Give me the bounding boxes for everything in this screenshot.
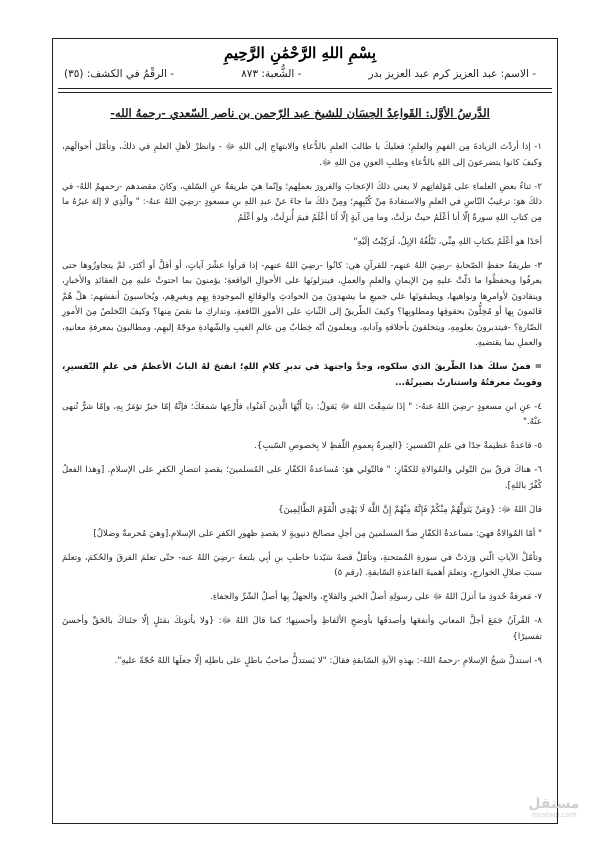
basmala-calligraphy: بِسْمِ اللهِ الرَّحْمَٰنِ الرَّحِيمِ — [223, 44, 377, 62]
paragraph-1: ١- إذا أردْتَ الزيادةَ مِن الفهمِ والعلمِ؛ فعليكَ يا طالبَ العلمِ بالدُّعاءِ والابتهاجِ إلى اللهِ ﷻ - وانظرْ لأهلِ العلمِ في ذلكَ، وتأمّل أحوالَهم، وكيفَ كانوا يتضرعونَ إلى اللهِ بالدُّعاءِ وطلبِ العونِ مِنَ اللهِ ﷻ. — [62, 142, 542, 168]
paragraph-6-reflection: وتأمّلْ الآياتِ الّتي وَرَدَتْ في سورةِ المُمتحنةِ، وتأمّلْ قصةَ سَيّدنا حاطبِ بنِ أبِي بلتعةَ -رضِيَ اللهُ عنه- حتّى تعلمَ الفرقَ والحُكمَ، وتعلمَ سببَ ضلالِ الخوارجِ، وتعلمَ أهميةَ القاعدةِ السّابقةِ. (رقم ٥) — [62, 552, 542, 578]
header-divider-bottom — [58, 92, 552, 93]
paragraph-6: ٦- هناكَ فرقٌ بينَ التّولي والمُوالاةِ للكفّارِ: " فالتّولي هوَ: مُساعدةُ الكفّارِ على المُسلمينَ؛ بقصدِ انتصارِ الكفرِ على الإسلامِ. [وهذا الفعلُ كُفْرٌ باللهِ]. — [62, 465, 542, 491]
roll-number: - الرقْمُ في الكشف: (٣٥) — [64, 68, 175, 80]
paragraph-conclusion: = فمنْ سلكَ هذا الطّريقَ الذي سلكوه، وجدَّ واجتهدَ في تدبرِ كلامِ اللهِ؛ انفتحَ لهُ البابُ الأعظمُ في علمِ التّفسيرِ، وقويتْ معرفتُهُ واستنارتْ بصيرتُهُ... — [62, 362, 542, 388]
lesson-title: الدَّرسُ الأوَّل: القَواعِدُ الحِسَان للشيخِ عبد الرّحمن بن ناصر السّعدي -رحمهُ الله- — [110, 106, 490, 120]
paragraph-2: ٢- ثناءُ بعضِ العلماءِ على مُؤلفاتِهم لا يعني ذلكَ الإعجابَ والغرورَ بعملِهم؛ وإنّما هيَ طريقةٌ عنِ السّلفِ، وكانَ مقصدهم -رحمهمُ اللهُ- في ذلكَ هوَ: ترغيبُ النّاسِ في العلمِ والاستفادةَ مِنْ كُتُبِهِم؛ ومِنْ ذلكَ ما جاءَ عنْ عبدِ اللهِ بنِ مسعودٍ -رضِيَ اللهُ عنهُ-: " والّذِي لا إلهَ غيرُهُ ما مِن كتابِ اللهِ سورةٌ إلّا أنا أعْلَمُ حيثُ نزلَتْ، وما مِن آيةٍ إلّا أنَا أعْلَمُ فيمَ أُنزِلَتْ، ولو أعْلَمُ — [62, 181, 542, 223]
mostaql-watermark — [509, 796, 599, 819]
paragraph-7: ٧- مَعرفةُ حُدودِ ما أنزلَ اللهُ ﷻ على رسولِهِ أصلُ الخيرِ والفلاحِ، والجهلُ بِها أصلُ الشّرِّ والجفاءِ. — [210, 592, 542, 602]
paragraph-9: ٩- استدلَّ شيخُ الإسلامِ -رحمهُ اللهُ-: بهذهِ الآيةِ السّابقةِ فقالَ: "لا يَستدلُّ صاحبُ باطلٍ على باطلِه إلّا جعلَها اللهُ حُجّةً عليهِ". — [114, 655, 542, 666]
section-number: - الشُّعبة: ٨٧٣ — [241, 68, 302, 80]
paragraph-8: ٨- القُرآنُ جَمَعَ أجلَّ المعاني وأنفعَها وأصدقَها بأوضحِ الألفاظِ وأحسنِها؛ كما قالَ اللهُ ﷻ: {ولا يأتونكَ بمَثلٍ إلّا جئناكَ بالحَقِّ وأحسنَ تفسيرًا} — [62, 616, 542, 642]
student-info-row — [64, 68, 536, 80]
paragraph-4: ٤- عنِ ابنِ مسعودٍ -رضِيَ اللهُ عنهُ-: " إذَا سَمِعْتَ اللهَ ﷻ يَقولُ: ﴿يَا أَيُّهَا الَّذِينَ آمَنُوا﴾ فأَرْعِها سَمعَكَ؛ فإنَّهُ إمّا خيرٌ تؤمَرُ بِهِ، وإمّا شرٌّ تُنهى عنْهُ." — [62, 401, 542, 427]
paragraph-6-muwalah: " أمّا المُوالاةُ فهيَ: مساعدةُ الكفّارِ ضدَّ المسلمينَ مِن أجلِ مصالحَ دنيويةٍ لا بقصدِ ظهورِ الكفرِ على الإسلامِ.[وهيَ مُحرمةٌ وضلالٌ] — [93, 528, 542, 539]
paragraph-2-continued: أحَدًا هو أعْلَمُ بكتابِ اللهِ مِنِّي، تَبْلُغُهُ الإبِلُ، لَرَكِبْتُ إلَيْهِ" — [353, 236, 542, 247]
paragraph-3: ٣- طريقةُ حفظِ الصّحابةِ -رضِيَ اللهُ عنهم- للقرآنِ هي: كانُوا -رضِيَ اللهُ عنهم- إذا قرأوا عشْرَ آياتٍ، أو أقلَّ أو أكثرَ، لمْ يتجاوزُوها حتى يعرفُوا ويحفظُوا ما دَلّتْ عليهِ مِنَ الإيمانِ والعلمِ والعملِ، فينزلونَها على الأحوالِ الواقعةِ؛ يؤمنونَ بما احتوتْ عليهِ مِنَ العقائدِ والأخبارِ، وينقادونَ لأوامرِها ونواهيها، ويطبقونَها على جميعِ ما يشهدونَ مِنَ الحوادثِ والوقائعِ الموجودةِ بِهِم وبغيرِهِم، ويُحاسبونَ أنفسَهم: هلْ هُمْ قائمونَ بِها أو مُخِلُّونَ بحقوقِها ومطلوبِها؟ وكيفَ الطّريقُ إلى الثّباتِ على الأمورِ النّافعةِ، وتداركِ ما نقصَ مِنها؟ وكيفَ التّخلصُ مِنَ الأمورِ الضّارةِ؟ -فيتدبرونَ بعلومِهِ، ويتخلقونَ بأخلاقهِ وآدابهِ، ويعلمونَ أنّه خِطابٌ مِن عالمِ الغيبِ والشّهادةِ موجّهٌ إليهِم، ومطالبونَ بمعرفةِ معانيهِ، والعملِ بما يقتضيهِ. — [62, 260, 542, 348]
student-name: - الاسم: عبد العزيز كرم عبد العزيز بدر — [368, 68, 536, 80]
paragraph-5: ٥- قاعدةٌ عظيمةٌ جدًا في علمِ التّفسيرِ: {العِبرةُ بِعمومِ اللّفظِ لا بِخصوصِ السّببِ}. — [254, 441, 542, 451]
lesson-content — [62, 140, 542, 678]
quran-verse: قالَ اللهُ ﷻ: {وَمَنْ يَتَوَلَّهُمْ مِنْكُمْ فَإِنَّهُ مِنْهُمْ إِنَّ اللَّهَ لَا يَهْدِي الْقَوْمَ الظَّالِمِينَ} — [278, 504, 542, 515]
watermark-logo-text: مستقل — [528, 796, 580, 812]
watermark-url: mostaql.com — [531, 811, 577, 819]
header-divider-top — [58, 88, 552, 89]
